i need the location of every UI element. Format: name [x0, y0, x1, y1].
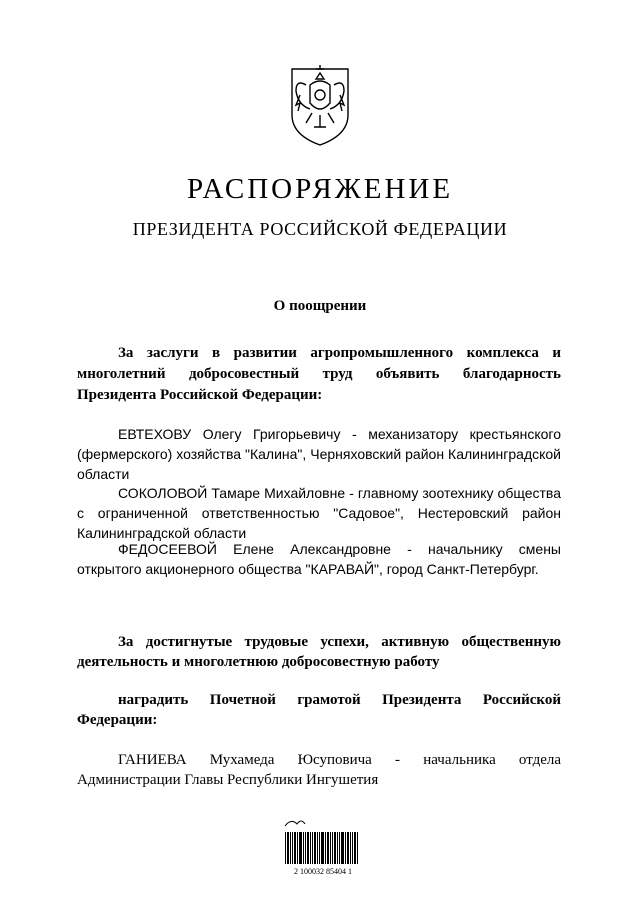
recipient-item: СОКОЛОВОЙ Тамаре Михайловне - главному зоотехнику общества с ограниченной ответственностью "Садовое", Нестеровский район Калининградской области: [77, 485, 561, 541]
second-intro-paragraph: За достигнутые трудовые успехи, активную общественную деятельность и многолетнюю добросовестную работу: [77, 634, 561, 670]
document-subtitle: ПРЕЗИДЕНТА РОССИЙСКОЙ ФЕДЕРАЦИИ: [132, 219, 508, 239]
barcode-icon: [283, 818, 359, 866]
recipient-item: ФЕДОСЕЕВОЙ Елене Александровне - начальнику смены открытого акционерного общества "КАРАВАЙ", город Санкт-Петербург.: [77, 541, 561, 577]
intro-paragraph: За заслуги в развитии агропромышленного комплекса и многолетний добросовестный труд объявить благодарность Президента Российской Федерации:: [77, 345, 561, 403]
coat-of-arms-icon: [280, 55, 360, 147]
award-paragraph: наградить Почетной грамотой Президента Российской Федерации:: [77, 692, 561, 728]
recipient-item: ЕВТЕХОВУ Олегу Григорьевичу - механизатору крестьянского (фермерского) хозяйства "Калина", Черняховский район Калининградской области: [77, 426, 561, 482]
award-recipient-item: ГАНИЕВА Мухамеда Юсуповича - начальника отдела Администрации Главы Республики Ингушетия: [77, 752, 561, 788]
barcode-number: 2 100032 85404 1: [294, 867, 352, 876]
document-heading: О поощрении: [273, 298, 367, 314]
document-title: РАСПОРЯЖЕНИЕ: [186, 173, 454, 205]
